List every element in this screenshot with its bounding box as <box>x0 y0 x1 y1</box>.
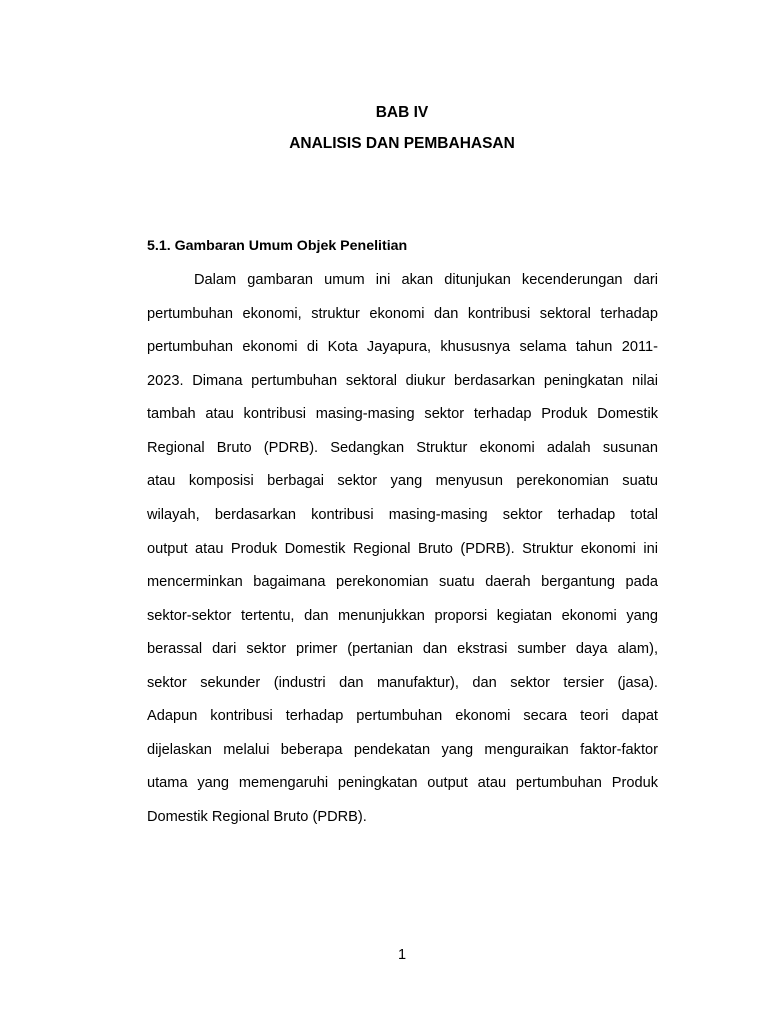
paragraph-line: berassal dari sektor primer (pertanian dan ekstrasi sumber daya alam), <box>147 641 658 657</box>
paragraph-line: sektor-sektor tertentu, dan menunjukkan proporsi kegiatan ekonomi yang <box>147 608 658 624</box>
paragraph-line: pertumbuhan ekonomi, struktur ekonomi dan kontribusi sektoral terhadap <box>147 306 658 322</box>
paragraph-line: output atau Produk Domestik Regional Bruto (PDRB). Struktur ekonomi ini <box>147 541 658 557</box>
paragraph-line: Regional Bruto (PDRB). Sedangkan Struktur ekonomi adalah susunan <box>147 440 658 456</box>
paragraph-line: sektor sekunder (industri dan manufaktur), dan sektor tersier (jasa). <box>147 675 658 691</box>
paragraph-line: Dalam gambaran umum ini akan ditunjukan kecenderungan dari <box>194 272 658 288</box>
paragraph-line: tambah atau kontribusi masing-masing sektor terhadap Produk Domestik <box>147 406 658 422</box>
paragraph-line: dijelaskan melalui beberapa pendekatan yang menguraikan faktor-faktor <box>147 742 658 758</box>
paragraph-line: 2023. Dimana pertumbuhan sektoral diukur berdasarkan peningkatan nilai <box>147 373 658 389</box>
chapter-title: ANALISIS DAN PEMBAHASAN <box>289 135 515 152</box>
paragraph-line: atau komposisi berbagai sektor yang menyusun perekonomian suatu <box>147 473 658 489</box>
paragraph-line: Domestik Regional Bruto (PDRB). <box>147 809 367 825</box>
paragraph-line: utama yang memengaruhi peningkatan output atau pertumbuhan Produk <box>147 775 658 791</box>
page-number: 1 <box>397 947 407 963</box>
paragraph-line: pertumbuhan ekonomi di Kota Jayapura, khususnya selama tahun 2011- <box>147 339 658 355</box>
chapter-number: BAB IV <box>375 104 429 121</box>
paragraph-line: mencerminkan bagaimana perekonomian suatu daerah bergantung pada <box>147 574 658 590</box>
paragraph-line: Adapun kontribusi terhadap pertumbuhan ekonomi secara teori dapat <box>147 708 658 724</box>
paragraph-line: wilayah, berdasarkan kontribusi masing-masing sektor terhadap total <box>147 507 658 523</box>
section-heading: 5.1. Gambaran Umum Objek Penelitian <box>147 238 408 254</box>
